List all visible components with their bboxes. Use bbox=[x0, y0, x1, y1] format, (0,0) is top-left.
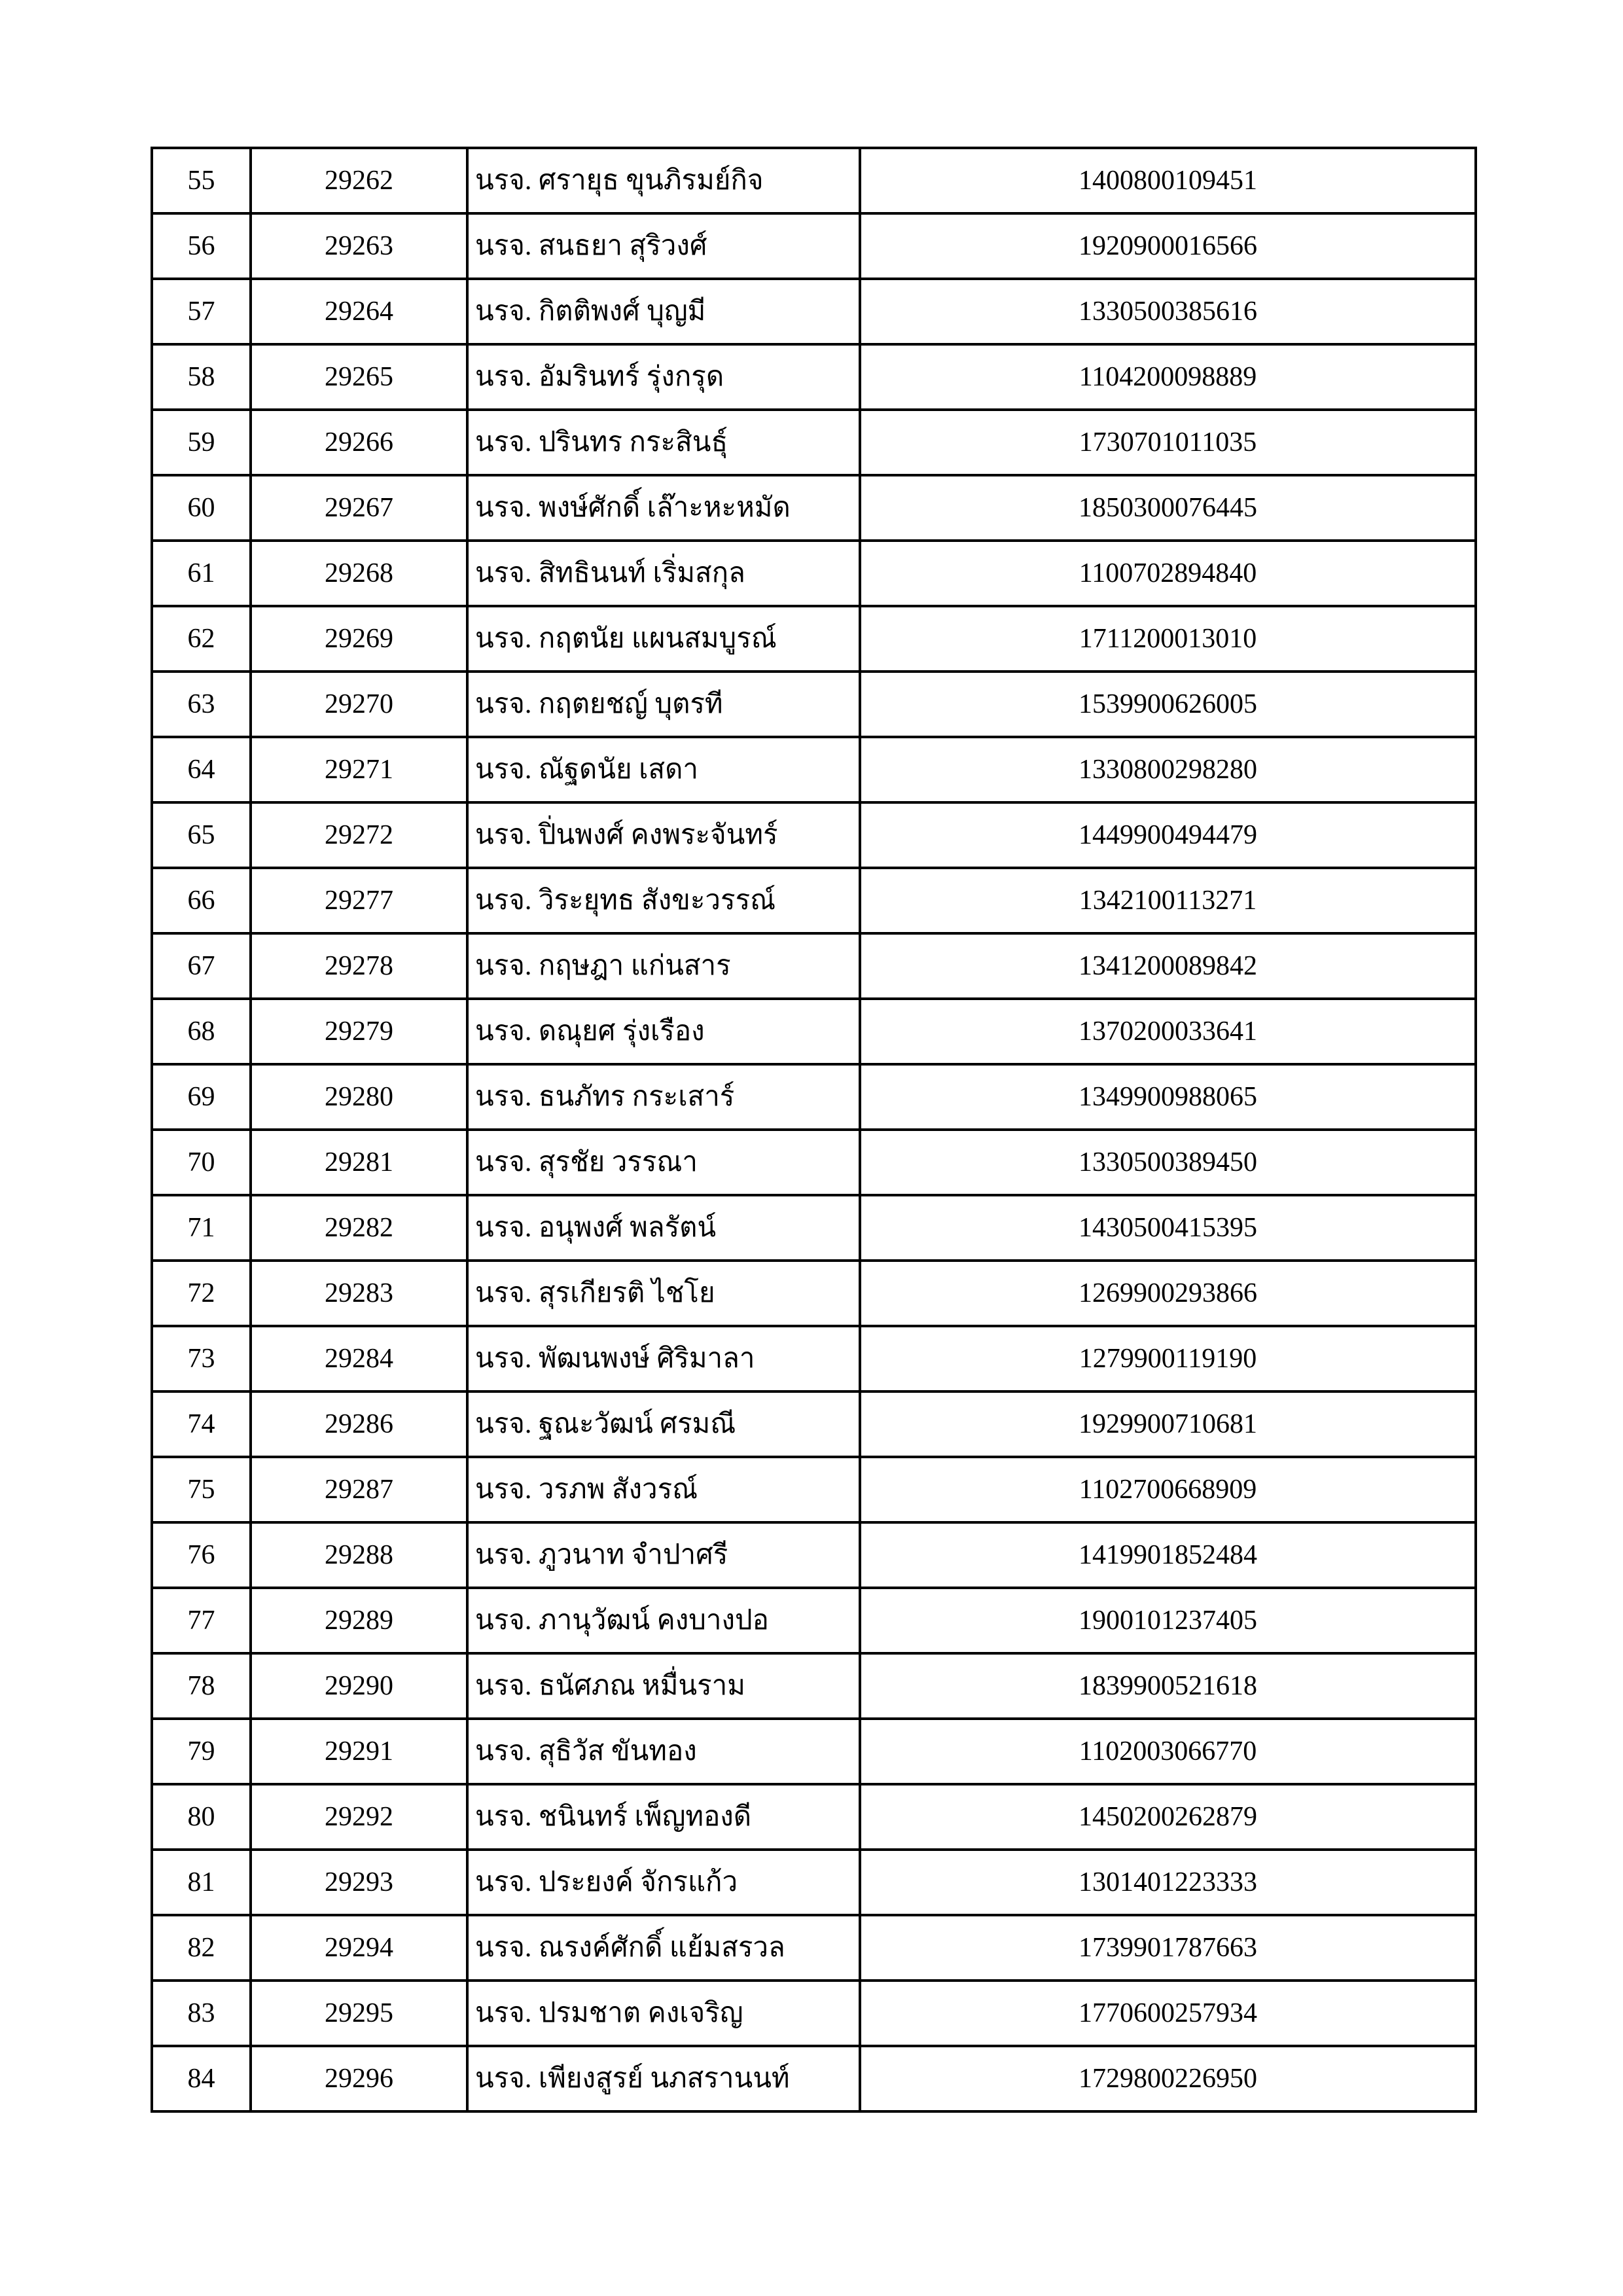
sequence-number-cell: 80 bbox=[152, 1784, 251, 1850]
national-id-cell: 1102003066770 bbox=[860, 1719, 1476, 1784]
full-name-cell: นรจ. ภานุวัฒน์ คงบางปอ bbox=[467, 1588, 860, 1653]
national-id-cell: 1400800109451 bbox=[860, 148, 1476, 213]
student-id-cell: 29289 bbox=[251, 1588, 467, 1653]
national-id-cell: 1920900016566 bbox=[860, 213, 1476, 279]
table-row bbox=[152, 1915, 1476, 1981]
student-id-cell: 29295 bbox=[251, 1981, 467, 2046]
student-id-cell: 29282 bbox=[251, 1195, 467, 1261]
table-row bbox=[152, 1457, 1476, 1522]
table-row bbox=[152, 344, 1476, 410]
full-name-cell: นรจ. เพียงสูรย์ นภสรานนท์ bbox=[467, 2046, 860, 2111]
full-name-cell: นรจ. ธนภัทร กระเสาร์ bbox=[467, 1064, 860, 1130]
table-row bbox=[152, 933, 1476, 999]
table-row bbox=[152, 802, 1476, 868]
full-name-cell: นรจ. สุรชัย วรรณา bbox=[467, 1130, 860, 1195]
student-id-cell: 29277 bbox=[251, 868, 467, 933]
sequence-number-cell: 62 bbox=[152, 606, 251, 672]
national-id-cell: 1850300076445 bbox=[860, 475, 1476, 541]
full-name-cell: นรจ. ปรมชาต คงเจริญ bbox=[467, 1981, 860, 2046]
sequence-number-cell: 77 bbox=[152, 1588, 251, 1653]
full-name-cell: นรจ. กิตติพงศ์ บุญมี bbox=[467, 279, 860, 344]
national-id-cell: 1711200013010 bbox=[860, 606, 1476, 672]
national-id-cell: 1100702894840 bbox=[860, 541, 1476, 606]
table-row bbox=[152, 1195, 1476, 1261]
sequence-number-cell: 78 bbox=[152, 1653, 251, 1719]
sequence-number-cell: 61 bbox=[152, 541, 251, 606]
national-id-cell: 1279900119190 bbox=[860, 1326, 1476, 1391]
table-row bbox=[152, 606, 1476, 672]
student-id-cell: 29271 bbox=[251, 737, 467, 802]
national-id-cell: 1770600257934 bbox=[860, 1981, 1476, 2046]
sequence-number-cell: 72 bbox=[152, 1261, 251, 1326]
national-id-cell: 1539900626005 bbox=[860, 672, 1476, 737]
student-id-cell: 29266 bbox=[251, 410, 467, 475]
sequence-number-cell: 69 bbox=[152, 1064, 251, 1130]
sequence-number-cell: 81 bbox=[152, 1850, 251, 1915]
full-name-cell: นรจ. อนุพงศ์ พลรัตน์ bbox=[467, 1195, 860, 1261]
full-name-cell: นรจ. สุธิวัส ขันทอง bbox=[467, 1719, 860, 1784]
full-name-cell: นรจ. ประยงค์ จักรแก้ว bbox=[467, 1850, 860, 1915]
national-id-cell: 1370200033641 bbox=[860, 999, 1476, 1064]
table-row bbox=[152, 1522, 1476, 1588]
national-id-cell: 1301401223333 bbox=[860, 1850, 1476, 1915]
full-name-cell: นรจ. กฤตยชญ์ บุตรที bbox=[467, 672, 860, 737]
table-row bbox=[152, 279, 1476, 344]
national-id-cell: 1349900988065 bbox=[860, 1064, 1476, 1130]
table-row bbox=[152, 541, 1476, 606]
sequence-number-cell: 70 bbox=[152, 1130, 251, 1195]
table-row bbox=[152, 1391, 1476, 1457]
national-id-cell: 1730701011035 bbox=[860, 410, 1476, 475]
national-id-cell: 1330500385616 bbox=[860, 279, 1476, 344]
student-id-cell: 29263 bbox=[251, 213, 467, 279]
table-row bbox=[152, 148, 1476, 213]
full-name-cell: นรจ. พัฒนพงษ์ ศิริมาลา bbox=[467, 1326, 860, 1391]
full-name-cell: นรจ. ดณุยศ รุ่งเรือง bbox=[467, 999, 860, 1064]
national-id-cell: 1900101237405 bbox=[860, 1588, 1476, 1653]
national-id-cell: 1269900293866 bbox=[860, 1261, 1476, 1326]
student-id-cell: 29296 bbox=[251, 2046, 467, 2111]
sequence-number-cell: 58 bbox=[152, 344, 251, 410]
student-id-cell: 29281 bbox=[251, 1130, 467, 1195]
student-id-cell: 29262 bbox=[251, 148, 467, 213]
table-row bbox=[152, 475, 1476, 541]
sequence-number-cell: 73 bbox=[152, 1326, 251, 1391]
full-name-cell: นรจ. กฤตนัย แผนสมบูรณ์ bbox=[467, 606, 860, 672]
national-id-cell: 1104200098889 bbox=[860, 344, 1476, 410]
table-row bbox=[152, 213, 1476, 279]
student-id-cell: 29264 bbox=[251, 279, 467, 344]
sequence-number-cell: 74 bbox=[152, 1391, 251, 1457]
sequence-number-cell: 60 bbox=[152, 475, 251, 541]
sequence-number-cell: 71 bbox=[152, 1195, 251, 1261]
full-name-cell: นรจ. สนธยา สุริวงศ์ bbox=[467, 213, 860, 279]
table-row bbox=[152, 1850, 1476, 1915]
student-id-cell: 29267 bbox=[251, 475, 467, 541]
national-id-cell: 1450200262879 bbox=[860, 1784, 1476, 1850]
sequence-number-cell: 59 bbox=[152, 410, 251, 475]
table-row bbox=[152, 1653, 1476, 1719]
national-id-cell: 1449900494479 bbox=[860, 802, 1476, 868]
full-name-cell: นรจ. ภูวนาท จำปาศรี bbox=[467, 1522, 860, 1588]
full-name-cell: นรจ. ณัฐดนัย เสดา bbox=[467, 737, 860, 802]
full-name-cell: นรจ. ธนัศภณ หมื่นราม bbox=[467, 1653, 860, 1719]
sequence-number-cell: 83 bbox=[152, 1981, 251, 2046]
sequence-number-cell: 82 bbox=[152, 1915, 251, 1981]
table-row bbox=[152, 672, 1476, 737]
national-id-cell: 1102700668909 bbox=[860, 1457, 1476, 1522]
full-name-cell: นรจ. ณรงค์ศักดิ์ แย้มสรวล bbox=[467, 1915, 860, 1981]
student-id-cell: 29287 bbox=[251, 1457, 467, 1522]
table-row bbox=[152, 1784, 1476, 1850]
table-row bbox=[152, 999, 1476, 1064]
national-id-cell: 1419901852484 bbox=[860, 1522, 1476, 1588]
full-name-cell: นรจ. ศรายุธ ขุนภิรมย์กิจ bbox=[467, 148, 860, 213]
full-name-cell: นรจ. พงษ์ศักดิ์ เล๊าะหะหมัด bbox=[467, 475, 860, 541]
full-name-cell: นรจ. กฤษฎา แก่นสาร bbox=[467, 933, 860, 999]
sequence-number-cell: 75 bbox=[152, 1457, 251, 1522]
student-id-cell: 29270 bbox=[251, 672, 467, 737]
sequence-number-cell: 68 bbox=[152, 999, 251, 1064]
student-id-cell: 29293 bbox=[251, 1850, 467, 1915]
student-id-cell: 29286 bbox=[251, 1391, 467, 1457]
sequence-number-cell: 63 bbox=[152, 672, 251, 737]
sequence-number-cell: 67 bbox=[152, 933, 251, 999]
table-row bbox=[152, 1326, 1476, 1391]
table-row bbox=[152, 1130, 1476, 1195]
student-id-cell: 29279 bbox=[251, 999, 467, 1064]
sequence-number-cell: 66 bbox=[152, 868, 251, 933]
sequence-number-cell: 57 bbox=[152, 279, 251, 344]
national-id-cell: 1739901787663 bbox=[860, 1915, 1476, 1981]
sequence-number-cell: 76 bbox=[152, 1522, 251, 1588]
national-id-cell: 1430500415395 bbox=[860, 1195, 1476, 1261]
table-row bbox=[152, 1588, 1476, 1653]
full-name-cell: นรจ. สิทธินนท์ เริ่มสกุล bbox=[467, 541, 860, 606]
national-id-cell: 1729800226950 bbox=[860, 2046, 1476, 2111]
table-row bbox=[152, 1261, 1476, 1326]
student-id-cell: 29291 bbox=[251, 1719, 467, 1784]
full-name-cell: นรจ. ชนินทร์ เพ็ญทองดี bbox=[467, 1784, 860, 1850]
student-id-cell: 29280 bbox=[251, 1064, 467, 1130]
national-id-cell: 1330500389450 bbox=[860, 1130, 1476, 1195]
national-id-cell: 1330800298280 bbox=[860, 737, 1476, 802]
national-id-cell: 1341200089842 bbox=[860, 933, 1476, 999]
full-name-cell: นรจ. สุรเกียรติ ไชโย bbox=[467, 1261, 860, 1326]
table-row bbox=[152, 1981, 1476, 2046]
student-id-cell: 29294 bbox=[251, 1915, 467, 1981]
national-id-cell: 1839900521618 bbox=[860, 1653, 1476, 1719]
sequence-number-cell: 55 bbox=[152, 148, 251, 213]
student-id-cell: 29265 bbox=[251, 344, 467, 410]
table-row bbox=[152, 868, 1476, 933]
student-id-cell: 29288 bbox=[251, 1522, 467, 1588]
roster-table-body bbox=[152, 148, 1476, 2111]
table-row bbox=[152, 410, 1476, 475]
table-row bbox=[152, 2046, 1476, 2111]
table-row bbox=[152, 1719, 1476, 1784]
student-id-cell: 29290 bbox=[251, 1653, 467, 1719]
sequence-number-cell: 65 bbox=[152, 802, 251, 868]
sequence-number-cell: 56 bbox=[152, 213, 251, 279]
full-name-cell: นรจ. ฐณะวัฒน์ ศรมณี bbox=[467, 1391, 860, 1457]
sequence-number-cell: 79 bbox=[152, 1719, 251, 1784]
full-name-cell: นรจ. ปรินทร กระสินธุ์ bbox=[467, 410, 860, 475]
national-id-cell: 1342100113271 bbox=[860, 868, 1476, 933]
sequence-number-cell: 64 bbox=[152, 737, 251, 802]
student-id-cell: 29283 bbox=[251, 1261, 467, 1326]
student-id-cell: 29268 bbox=[251, 541, 467, 606]
student-id-cell: 29272 bbox=[251, 802, 467, 868]
full-name-cell: นรจ. วรภพ สังวรณ์ bbox=[467, 1457, 860, 1522]
full-name-cell: นรจ. ปิ่นพงศ์ คงพระจันทร์ bbox=[467, 802, 860, 868]
roster-table bbox=[151, 147, 1477, 2113]
student-id-cell: 29278 bbox=[251, 933, 467, 999]
full-name-cell: นรจ. วิระยุทธ สังขะวรรณ์ bbox=[467, 868, 860, 933]
national-id-cell: 1929900710681 bbox=[860, 1391, 1476, 1457]
student-id-cell: 29269 bbox=[251, 606, 467, 672]
sequence-number-cell: 84 bbox=[152, 2046, 251, 2111]
table-row bbox=[152, 1064, 1476, 1130]
full-name-cell: นรจ. อัมรินทร์ รุ่งกรุด bbox=[467, 344, 860, 410]
table-row bbox=[152, 737, 1476, 802]
student-id-cell: 29292 bbox=[251, 1784, 467, 1850]
student-id-cell: 29284 bbox=[251, 1326, 467, 1391]
